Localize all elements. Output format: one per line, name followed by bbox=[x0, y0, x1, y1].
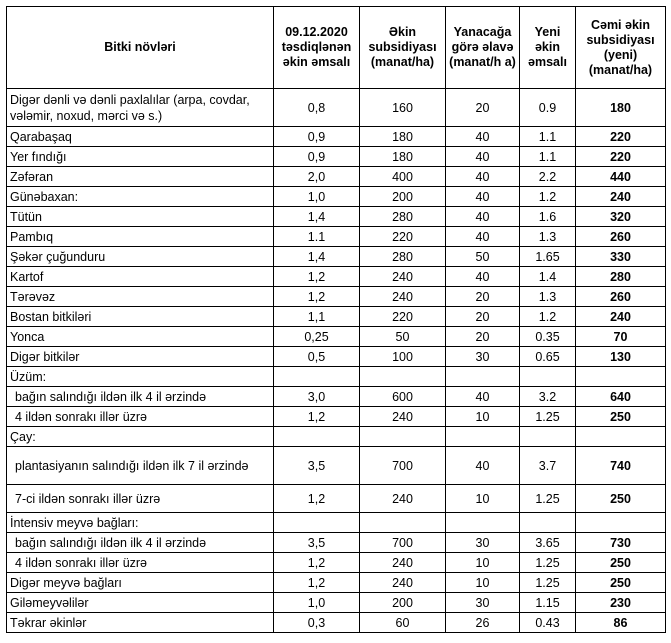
crop-name: Qarabaşaq bbox=[7, 127, 274, 147]
crop-name: Kartof bbox=[7, 267, 274, 287]
coef-old-cell: 1,2 bbox=[274, 407, 360, 427]
subsidy-cell: 240 bbox=[360, 267, 446, 287]
subsidy-cell: 400 bbox=[360, 167, 446, 187]
subsidy-cell bbox=[360, 367, 446, 387]
total-cell: 260 bbox=[576, 287, 666, 307]
total-cell: 440 bbox=[576, 167, 666, 187]
fuel-cell: 10 bbox=[446, 573, 520, 593]
subsidy-cell: 280 bbox=[360, 207, 446, 227]
subsidy-cell: 220 bbox=[360, 227, 446, 247]
crop-name: 7-ci ildən sonrakı illər üzrə bbox=[7, 485, 274, 513]
coef-old-cell bbox=[274, 513, 360, 533]
table-row bbox=[7, 167, 666, 187]
coef-old-cell: 0,9 bbox=[274, 127, 360, 147]
coef-new-cell bbox=[520, 513, 576, 533]
header-fuel: Yanacağa görə əlavə (manat/h a) bbox=[446, 7, 520, 89]
fuel-cell: 30 bbox=[446, 347, 520, 367]
coef-new-cell: 1.25 bbox=[520, 407, 576, 427]
coef-new-cell: 1.25 bbox=[520, 573, 576, 593]
coef-old-cell: 1,4 bbox=[274, 247, 360, 267]
crop-name: Tütün bbox=[7, 207, 274, 227]
crop-name: bağın salındığı ildən ilk 4 il ərzində bbox=[7, 533, 274, 553]
coef-new-cell: 3.2 bbox=[520, 387, 576, 407]
table-row bbox=[7, 485, 666, 513]
coef-new-cell: 1.1 bbox=[520, 127, 576, 147]
coef-old-cell: 3,0 bbox=[274, 387, 360, 407]
coef-old-cell: 1,2 bbox=[274, 485, 360, 513]
fuel-cell bbox=[446, 427, 520, 447]
subsidy-cell: 180 bbox=[360, 127, 446, 147]
crop-name: Tərəvəz bbox=[7, 287, 274, 307]
fuel-cell: 20 bbox=[446, 287, 520, 307]
table-row bbox=[7, 327, 666, 347]
section-name: İntensiv meyvə bağları: bbox=[7, 513, 274, 533]
coef-new-cell: 0.43 bbox=[520, 613, 576, 633]
crop-name: Təkrar əkinlər bbox=[7, 613, 274, 633]
subsidy-cell: 240 bbox=[360, 553, 446, 573]
table-row bbox=[7, 573, 666, 593]
coef-old-cell: 1,1 bbox=[274, 307, 360, 327]
fuel-cell: 30 bbox=[446, 533, 520, 553]
fuel-cell: 30 bbox=[446, 593, 520, 613]
table-row bbox=[7, 387, 666, 407]
coef-new-cell: 0.9 bbox=[520, 89, 576, 127]
coef-old-cell: 0,25 bbox=[274, 327, 360, 347]
header-subsidy: Əkin subsidiyası (manat/ha) bbox=[360, 7, 446, 89]
header-crop: Bitki növləri bbox=[7, 7, 274, 89]
subsidy-cell: 600 bbox=[360, 387, 446, 407]
coef-new-cell: 3.65 bbox=[520, 533, 576, 553]
total-cell: 260 bbox=[576, 227, 666, 247]
coef-old-cell: 1,4 bbox=[274, 207, 360, 227]
coef-old-cell: 1,0 bbox=[274, 593, 360, 613]
total-cell: 730 bbox=[576, 533, 666, 553]
table-section-row bbox=[7, 367, 666, 387]
table-row bbox=[7, 307, 666, 327]
total-cell bbox=[576, 427, 666, 447]
total-cell: 86 bbox=[576, 613, 666, 633]
crop-name: bağın salındığı ildən ilk 4 il ərzində bbox=[7, 387, 274, 407]
table-row bbox=[7, 447, 666, 485]
crop-name: Zəfəran bbox=[7, 167, 274, 187]
total-cell: 70 bbox=[576, 327, 666, 347]
total-cell: 280 bbox=[576, 267, 666, 287]
table-row bbox=[7, 347, 666, 367]
coef-new-cell: 1.2 bbox=[520, 187, 576, 207]
crop-name: Bostan bitkiləri bbox=[7, 307, 274, 327]
crop-name: Digər dənli və dənli paxlalılar (arpa, covdar, vələmir, noxud, mərci və s.) bbox=[7, 89, 274, 127]
fuel-cell: 10 bbox=[446, 485, 520, 513]
total-cell: 320 bbox=[576, 207, 666, 227]
coef-new-cell: 1.4 bbox=[520, 267, 576, 287]
coef-new-cell: 1.2 bbox=[520, 307, 576, 327]
subsidy-cell bbox=[360, 427, 446, 447]
table-row bbox=[7, 593, 666, 613]
total-cell: 180 bbox=[576, 89, 666, 127]
coef-new-cell bbox=[520, 367, 576, 387]
fuel-cell: 40 bbox=[446, 447, 520, 485]
table-row bbox=[7, 89, 666, 127]
total-cell: 250 bbox=[576, 407, 666, 427]
coef-new-cell: 1.65 bbox=[520, 247, 576, 267]
subsidy-cell: 240 bbox=[360, 573, 446, 593]
crop-name: Yonca bbox=[7, 327, 274, 347]
coef-new-cell: 1.25 bbox=[520, 553, 576, 573]
table-row bbox=[7, 227, 666, 247]
table-row bbox=[7, 247, 666, 267]
coef-new-cell: 1.1 bbox=[520, 147, 576, 167]
table-row bbox=[7, 147, 666, 167]
table-row bbox=[7, 407, 666, 427]
fuel-cell: 40 bbox=[446, 147, 520, 167]
crop-name: Pambıq bbox=[7, 227, 274, 247]
coef-old-cell: 1.1 bbox=[274, 227, 360, 247]
total-cell: 130 bbox=[576, 347, 666, 367]
coef-new-cell: 2.2 bbox=[520, 167, 576, 187]
coef-old-cell: 3,5 bbox=[274, 533, 360, 553]
coef-old-cell: 3,5 bbox=[274, 447, 360, 485]
section-name: Üzüm: bbox=[7, 367, 274, 387]
fuel-cell: 40 bbox=[446, 167, 520, 187]
total-cell: 220 bbox=[576, 147, 666, 167]
crop-name: 4 ildən sonrakı illər üzrə bbox=[7, 407, 274, 427]
subsidy-cell: 700 bbox=[360, 533, 446, 553]
coef-new-cell: 0.65 bbox=[520, 347, 576, 367]
table-row bbox=[7, 533, 666, 553]
coef-new-cell: 0.35 bbox=[520, 327, 576, 347]
coef-old-cell: 1,2 bbox=[274, 573, 360, 593]
total-cell: 250 bbox=[576, 485, 666, 513]
coef-old-cell: 2,0 bbox=[274, 167, 360, 187]
fuel-cell bbox=[446, 513, 520, 533]
coef-old-cell: 1,2 bbox=[274, 287, 360, 307]
section-name: Çay: bbox=[7, 427, 274, 447]
coef-old-cell: 1,2 bbox=[274, 267, 360, 287]
table-section-row bbox=[7, 513, 666, 533]
total-cell: 330 bbox=[576, 247, 666, 267]
subsidy-cell: 60 bbox=[360, 613, 446, 633]
total-cell: 240 bbox=[576, 307, 666, 327]
header-coef-new: Yeni əkin əmsalı bbox=[520, 7, 576, 89]
crop-name: Yer fındığı bbox=[7, 147, 274, 167]
fuel-cell: 40 bbox=[446, 227, 520, 247]
total-cell: 250 bbox=[576, 573, 666, 593]
crop-name: Şəkər çuğunduru bbox=[7, 247, 274, 267]
subsidy-table bbox=[6, 6, 666, 633]
fuel-cell: 40 bbox=[446, 387, 520, 407]
subsidy-cell bbox=[360, 513, 446, 533]
coef-new-cell: 1.3 bbox=[520, 227, 576, 247]
crop-name: Digər bitkilər bbox=[7, 347, 274, 367]
subsidy-cell: 280 bbox=[360, 247, 446, 267]
fuel-cell: 20 bbox=[446, 327, 520, 347]
fuel-cell: 40 bbox=[446, 127, 520, 147]
fuel-cell: 40 bbox=[446, 267, 520, 287]
coef-new-cell: 1.3 bbox=[520, 287, 576, 307]
total-cell: 230 bbox=[576, 593, 666, 613]
fuel-cell: 50 bbox=[446, 247, 520, 267]
crop-name: Giləmeyvəlilər bbox=[7, 593, 274, 613]
table-row bbox=[7, 613, 666, 633]
fuel-cell: 40 bbox=[446, 207, 520, 227]
fuel-cell: 40 bbox=[446, 187, 520, 207]
fuel-cell: 26 bbox=[446, 613, 520, 633]
header-coef-old: 09.12.2020 təsdiqlənən əkin əmsalı bbox=[274, 7, 360, 89]
coef-old-cell bbox=[274, 367, 360, 387]
subsidy-cell: 240 bbox=[360, 287, 446, 307]
total-cell bbox=[576, 367, 666, 387]
fuel-cell: 20 bbox=[446, 307, 520, 327]
subsidy-cell: 220 bbox=[360, 307, 446, 327]
coef-new-cell: 1.15 bbox=[520, 593, 576, 613]
coef-old-cell: 0,3 bbox=[274, 613, 360, 633]
crop-name: plantasiyanın salındığı ildən ilk 7 il ərzində bbox=[7, 447, 274, 485]
coef-old-cell: 0,5 bbox=[274, 347, 360, 367]
coef-new-cell: 3.7 bbox=[520, 447, 576, 485]
subsidy-cell: 100 bbox=[360, 347, 446, 367]
subsidy-cell: 200 bbox=[360, 593, 446, 613]
header-total: Cəmi əkin subsidiyası (yeni) (manat/ha) bbox=[576, 7, 666, 89]
table-row bbox=[7, 207, 666, 227]
table-row bbox=[7, 187, 666, 207]
subsidy-cell: 160 bbox=[360, 89, 446, 127]
coef-new-cell: 1.6 bbox=[520, 207, 576, 227]
fuel-cell: 10 bbox=[446, 407, 520, 427]
table-row bbox=[7, 287, 666, 307]
coef-old-cell: 1,0 bbox=[274, 187, 360, 207]
subsidy-cell: 50 bbox=[360, 327, 446, 347]
total-cell: 250 bbox=[576, 553, 666, 573]
subsidy-cell: 700 bbox=[360, 447, 446, 485]
subsidy-cell: 180 bbox=[360, 147, 446, 167]
crop-name: Digər meyvə bağları bbox=[7, 573, 274, 593]
table-row bbox=[7, 553, 666, 573]
total-cell: 220 bbox=[576, 127, 666, 147]
total-cell: 640 bbox=[576, 387, 666, 407]
subsidy-cell: 240 bbox=[360, 407, 446, 427]
coef-new-cell: 1.25 bbox=[520, 485, 576, 513]
fuel-cell: 10 bbox=[446, 553, 520, 573]
coef-new-cell bbox=[520, 427, 576, 447]
coef-old-cell: 1,2 bbox=[274, 553, 360, 573]
total-cell: 740 bbox=[576, 447, 666, 485]
subsidy-cell: 240 bbox=[360, 485, 446, 513]
total-cell bbox=[576, 513, 666, 533]
fuel-cell bbox=[446, 367, 520, 387]
header-row bbox=[7, 7, 666, 89]
coef-old-cell: 0,9 bbox=[274, 147, 360, 167]
crop-name: 4 ildən sonrakı illər üzrə bbox=[7, 553, 274, 573]
coef-old-cell: 0,8 bbox=[274, 89, 360, 127]
table-row bbox=[7, 267, 666, 287]
total-cell: 240 bbox=[576, 187, 666, 207]
table-row bbox=[7, 127, 666, 147]
fuel-cell: 20 bbox=[446, 89, 520, 127]
coef-old-cell bbox=[274, 427, 360, 447]
crop-name: Günəbaxan: bbox=[7, 187, 274, 207]
table-section-row bbox=[7, 427, 666, 447]
subsidy-cell: 200 bbox=[360, 187, 446, 207]
